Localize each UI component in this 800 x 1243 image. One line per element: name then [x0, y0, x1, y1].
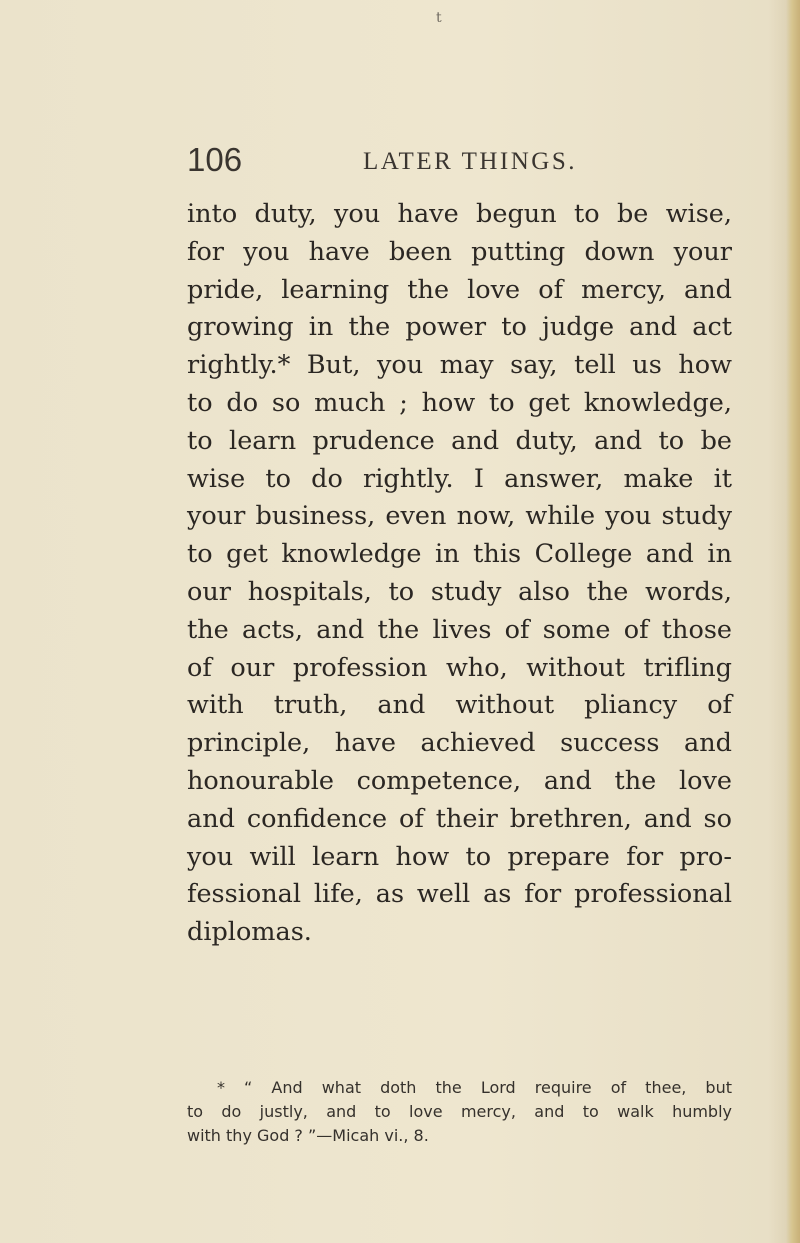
text-line: our hospitals, to study also the words,	[187, 576, 732, 607]
page-number: 106	[187, 141, 243, 178]
text-line: honourable competence, and the love	[187, 765, 732, 796]
text-line: to do so much ; how to get knowledge,	[187, 387, 732, 418]
text-line: diplomas.	[187, 917, 312, 948]
footnote-line: to do justly, and to love mercy, and to walk humbly	[187, 1102, 732, 1121]
text-line: to get knowledge in this College and in	[187, 539, 732, 570]
text-line: your business, even now, while you study	[187, 501, 732, 532]
text-line: you will learn how to prepare for pro-	[187, 841, 732, 872]
text-line: growing in the power to judge and act	[187, 312, 732, 343]
text-line: principle, have achieved success and	[187, 728, 732, 759]
body-text	[187, 196, 732, 952]
running-title: LATER THINGS.	[363, 148, 577, 175]
text-line: into duty, you have begun to be wise,	[187, 199, 732, 229]
footnote-line: * “ And what doth the Lord require of thee, but	[217, 1078, 732, 1097]
text-line: of our profession who, without trifling	[187, 652, 732, 683]
text-line: rightly.* But, you may say, tell us how	[187, 350, 732, 381]
text-line: with truth, and without pliancy of	[187, 690, 732, 721]
text-line: and confidence of their brethren, and so	[187, 803, 732, 834]
text-line: pride, learning the love of mercy, and	[187, 274, 732, 305]
text-line: for you have been putting down your	[187, 236, 732, 267]
page-edge-shadow	[786, 0, 800, 1243]
stray-mark: t	[436, 10, 442, 26]
text-line: the acts, and the lives of some of those	[187, 614, 732, 645]
text-line: fessional life, as well as for professional	[187, 879, 732, 910]
running-head	[187, 140, 747, 180]
text-line: to learn prudence and duty, and to be	[187, 425, 732, 456]
footnote	[187, 1076, 732, 1148]
footnote-line: with thy God ? ”—Micah vi., 8.	[187, 1126, 429, 1145]
text-line: wise to do rightly. I answer, make it	[187, 463, 732, 494]
